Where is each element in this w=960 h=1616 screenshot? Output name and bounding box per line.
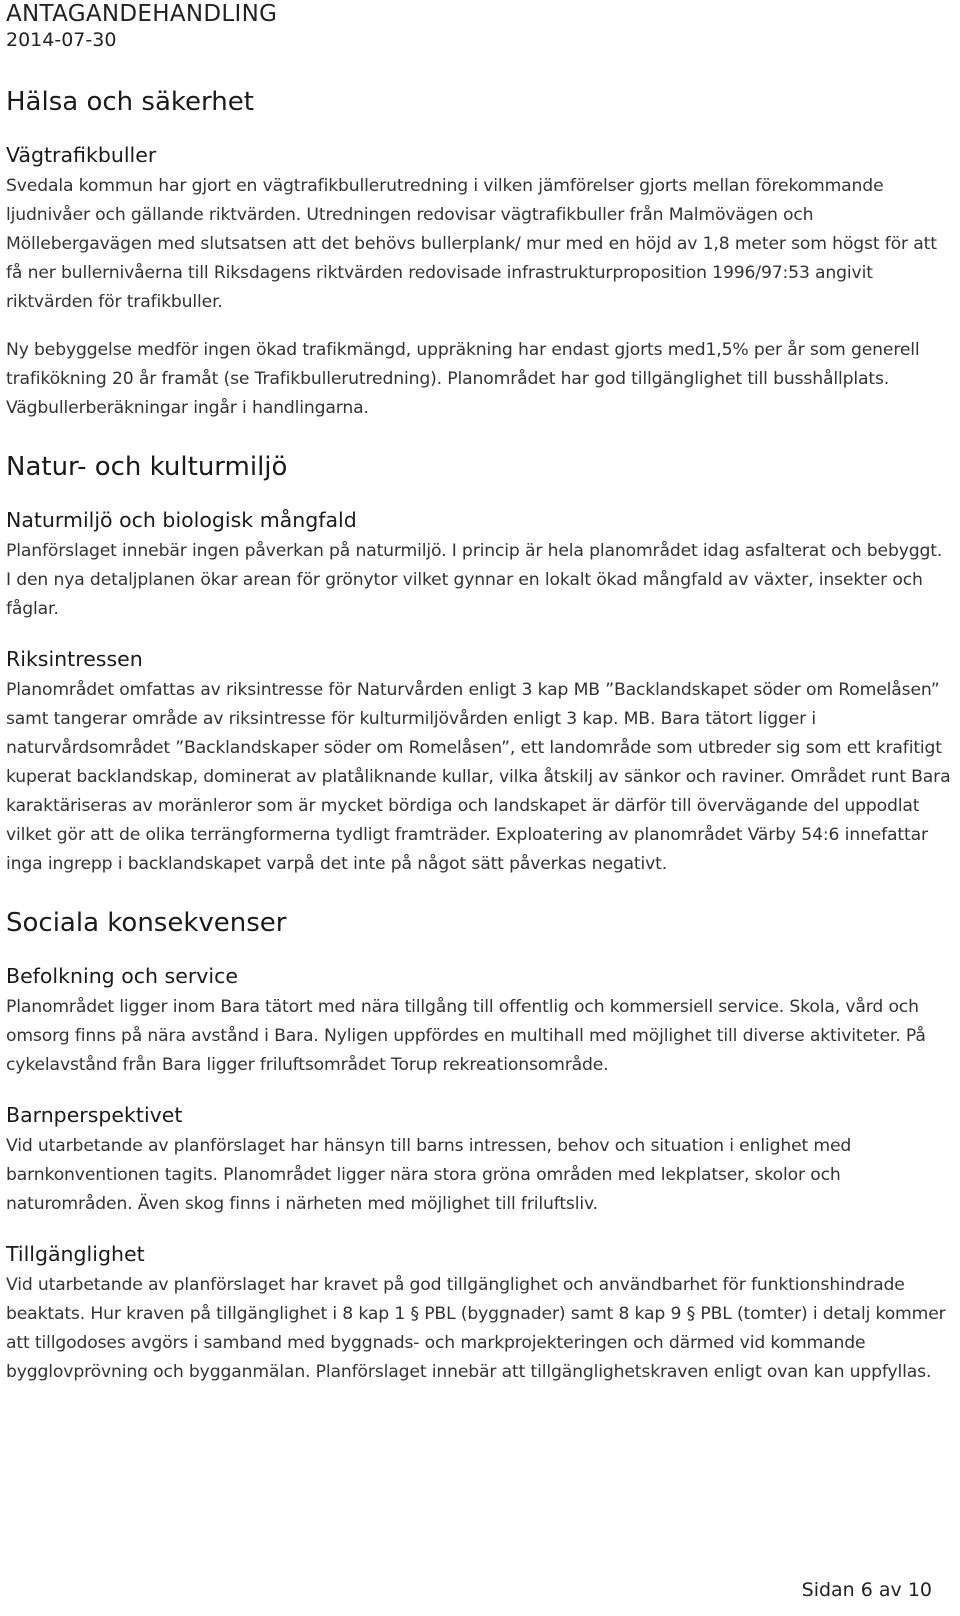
subsection-title-befolkning: Befolkning och service — [6, 964, 238, 988]
document-header — [6, 0, 277, 52]
subsection-title-vagtrafikbuller: Vägtrafikbuller — [6, 143, 157, 167]
paragraph-barnperspektivet: Vid utarbetande av planförslaget har hänsyn till barns intressen, behov och situation i enlighet med barnkonventionen tagits. Planområdet ligger nära stora gröna områden med lekplatser, skolor och naturområden. Även skog finns i närheten med möjlighet till friluftsliv. — [6, 1136, 852, 1214]
paragraph-biologisk-mangfald: Planförslaget innebär ingen påverkan på naturmiljö. I princip är hela planområdet idag asfalterat och bebyggt. I den nya detaljplanen ökar arean för grönytor vilket gynnar en lokalt ökad mångfald av växter, insekter och fåglar. — [6, 541, 943, 619]
section-title-halsa: Hälsa och säkerhet — [6, 87, 254, 117]
paragraph-tillganglighet: Vid utarbetande av planförslaget har kravet på god tillgänglighet och användbarhet för funktionshindrade beaktats. Hur kraven på tillgänglighet i 8 kap 1 § PBL (byggnader) samt 8 kap 9 § PBL (tomter) i detalj kommer att tillgodoses avgörs i samband med byggnads- och markprojekteringen och därmed vid kommande bygglovprövning och bygganmälan. Planförslaget innebär att tillgänglighetskraven enligt ovan kan uppfyllas. — [6, 1275, 946, 1382]
subsection-title-biologisk-mangfald: Naturmiljö och biologisk mångfald — [6, 508, 357, 532]
subsection-title-riksintressen: Riksintressen — [6, 647, 143, 671]
document-date: 2014-07-30 — [6, 29, 117, 51]
paragraph-riksintressen: Planområdet omfattas av riksintresse för Naturvården enligt 3 kap MB ”Backlandskapet söder om Romelåsen” samt tangerar område av riksintresse för kulturmiljövården enligt 3 kap. MB. Bara tätort ligger i naturvårdsområdet ”Backlandskaper söder om Romelåsen”, ett landområde som utbreder sig som ett krafitigt kuperat backlandskap, dominerat av platåliknande kullar, vilka åtskilj av sänkor och raviner. Området runt Bara karaktäriseras av moränleror som är mycket bördiga och landskapet är därför till övervägande del uppodlat vilket gör att de olika terrängformerna tydligt framträder. Exploatering av planområdet Värby 54:6 innefattar inga ingrepp i backlandskapet varpå det inte på något sätt påverkas negativt. — [6, 680, 951, 874]
paragraph-vagtrafikbuller-1: Svedala kommun har gjort en vägtrafikbullerutredning i vilken jämförelser gjorts mellan förekommande ljudnivåer och gällande riktvärden. Utredningen redovisar vägtrafikbuller från Malmövägen och Möllebergavägen med slutsatsen att det behövs bullerplank/ mur med en höjd av 1,8 meter som högst för att få ner bullernivåerna till Riksdagens riktvärden redovisade infrastrukturproposition 1996/97:53 angivit riktvärden för trafikbuller. — [6, 176, 937, 312]
page-number: Sidan 6 av 10 — [801, 1579, 932, 1601]
section-title-sociala: Sociala konsekvenser — [6, 908, 287, 938]
document-status-title: ANTAGANDEHANDLING — [6, 1, 278, 27]
paragraph-befolkning: Planområdet ligger inom Bara tätort med nära tillgång till offentlig och kommersiell service. Skola, vård och omsorg finns på nära avstånd i Bara. Nyligen uppfördes en multihall med möjlighet till diverse aktiviteter. På cykelavstånd från Bara ligger friluftsområdet Torup rekreationsområde. — [6, 997, 926, 1075]
section-title-natur: Natur- och kulturmiljö — [6, 452, 288, 482]
document-content — [6, 86, 952, 1387]
subsection-title-tillganglighet: Tillgänglighet — [6, 1242, 145, 1266]
paragraph-vagtrafikbuller-2: Ny bebyggelse medför ingen ökad trafikmängd, uppräkning har endast gjorts med1,5% per år som generell trafikökning 20 år framåt (se Trafikbullerutredning). Planområdet har god tillgänglighet till busshållplats. Vägbullerberäkningar ingår i handlingarna. — [6, 340, 920, 418]
subsection-title-barnperspektivet: Barnperspektivet — [6, 1103, 183, 1127]
